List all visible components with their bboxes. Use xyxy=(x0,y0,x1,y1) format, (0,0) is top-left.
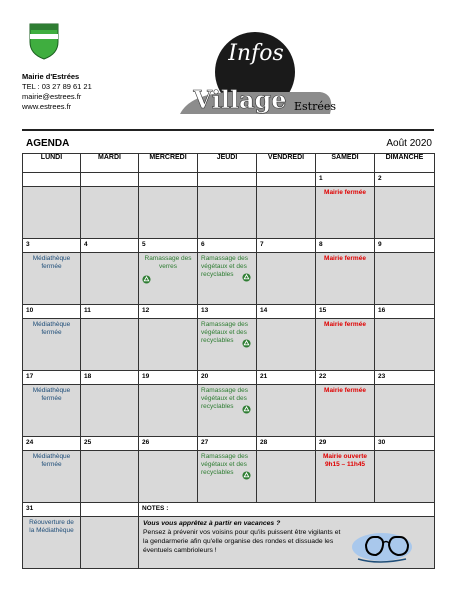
week-2-numbers xyxy=(23,239,435,253)
event-mediatheque-reopen: Réouverture de la Médiathèque xyxy=(29,519,74,534)
weekday-wednesday: MERCREDI xyxy=(139,154,198,173)
day-cell xyxy=(81,385,139,437)
day-number: 3 xyxy=(23,239,81,253)
day-cell xyxy=(257,385,316,437)
event-mairie: Mairie fermée xyxy=(324,255,366,262)
notes-title: Vous vous apprêtez à partir en vacances ? xyxy=(143,520,281,527)
recycle-icon xyxy=(242,273,251,282)
calendar-table xyxy=(22,153,435,569)
day-cell xyxy=(198,187,257,239)
day-number: 16 xyxy=(375,305,435,319)
weekday-thursday: JEUDI xyxy=(198,154,257,173)
day-cell xyxy=(198,451,257,503)
day-cell xyxy=(81,187,139,239)
day-cell xyxy=(23,319,81,371)
day-number: 22 xyxy=(316,371,375,385)
day-number: 12 xyxy=(139,305,198,319)
event-ramassage: Ramassage des végétaux et des recyclables xyxy=(201,321,248,344)
event-mediatheque: Médiathèque fermée xyxy=(32,321,71,336)
day-number: 25 xyxy=(81,437,139,451)
recycle-icon xyxy=(142,275,151,284)
day-number: 21 xyxy=(257,371,316,385)
event-mairie: Mairie fermée xyxy=(324,387,366,394)
mairie-name: Mairie d'Estrées xyxy=(22,72,80,81)
week-4-events xyxy=(23,385,435,437)
day-cell xyxy=(257,187,316,239)
event-mediatheque: Médiathèque fermée xyxy=(32,453,71,468)
week-1-numbers xyxy=(23,173,435,187)
day-number: 24 xyxy=(23,437,81,451)
week-5-numbers xyxy=(23,437,435,451)
day-number: 5 xyxy=(139,239,198,253)
day-cell xyxy=(316,187,375,239)
day-number: 27 xyxy=(198,437,257,451)
day-number: 29 xyxy=(316,437,375,451)
logo-village: Village xyxy=(193,85,287,114)
day-cell xyxy=(257,253,316,305)
event-mairie: Mairie fermée xyxy=(324,189,366,196)
weekday-sunday: DIMANCHE xyxy=(375,154,435,173)
header-divider xyxy=(22,129,434,131)
burglar-mask-icon xyxy=(348,525,426,565)
day-number: 6 xyxy=(198,239,257,253)
event-mairie: Mairie ouverte 9h15 – 11h45 xyxy=(322,453,368,468)
event-ramassage: Ramassage des végétaux et des recyclables xyxy=(201,453,248,476)
event-mairie: Mairie fermée xyxy=(324,321,366,328)
day-number: 2 xyxy=(375,173,435,187)
logo-estrees: Estrées xyxy=(293,100,337,113)
day-cell xyxy=(198,385,257,437)
coat-of-arms-icon xyxy=(28,22,60,60)
day-cell xyxy=(375,451,435,503)
day-cell xyxy=(23,385,81,437)
weekday-friday: VENDREDI xyxy=(257,154,316,173)
mairie-tel: TEL : 03 27 89 61 21 xyxy=(22,82,92,91)
day-number: 18 xyxy=(81,371,139,385)
day-cell xyxy=(23,187,81,239)
weekday-header-row xyxy=(23,154,435,173)
event-ramassage-verres: Ramassage des verres xyxy=(144,255,192,270)
day-cell xyxy=(81,253,139,305)
day-cell xyxy=(316,319,375,371)
agenda-month: Août 2020 xyxy=(386,138,432,149)
day-number xyxy=(257,173,316,187)
week-2-events xyxy=(23,253,435,305)
day-cell xyxy=(198,253,257,305)
logo-infos: Infos xyxy=(228,41,284,66)
day-cell xyxy=(375,385,435,437)
day-number: 9 xyxy=(375,239,435,253)
day-cell xyxy=(139,451,198,503)
recycle-icon xyxy=(242,471,251,480)
day-number xyxy=(23,173,81,187)
day-number: 13 xyxy=(198,305,257,319)
day-number: 26 xyxy=(139,437,198,451)
event-ramassage: Ramassage des végétaux et des recyclables xyxy=(201,255,248,278)
week-1-events xyxy=(23,187,435,239)
day-number xyxy=(139,173,198,187)
infos-village-logo xyxy=(170,26,340,126)
day-cell xyxy=(257,451,316,503)
day-number: 20 xyxy=(198,371,257,385)
event-ramassage: Ramassage des végétaux et des recyclables xyxy=(201,387,248,410)
day-number xyxy=(81,173,139,187)
day-cell xyxy=(139,187,198,239)
day-cell xyxy=(139,253,198,305)
day-number: 28 xyxy=(257,437,316,451)
recycle-icon xyxy=(242,405,251,414)
day-number: 1 xyxy=(316,173,375,187)
day-number: 23 xyxy=(375,371,435,385)
day-number: 8 xyxy=(316,239,375,253)
day-cell xyxy=(198,319,257,371)
mairie-email[interactable]: mairie@estrees.fr xyxy=(22,92,82,101)
day-cell xyxy=(257,319,316,371)
notes-text: Pensez à prévenir vos voisins pour qu'ils puissent être vigilants et la gendarmerie afin qu'elle organise des rondes et dissuade les éventuels cambrioleurs ! xyxy=(143,529,341,554)
mairie-web[interactable]: www.estrees.fr xyxy=(22,102,72,111)
header xyxy=(0,0,450,130)
day-cell xyxy=(316,451,375,503)
day-number: 30 xyxy=(375,437,435,451)
day-number: 10 xyxy=(23,305,81,319)
weekday-tuesday: MARDI xyxy=(81,154,139,173)
day-cell xyxy=(375,319,435,371)
mairie-contact xyxy=(22,72,92,112)
day-number: 4 xyxy=(81,239,139,253)
day-cell xyxy=(139,385,198,437)
event-mediatheque: Médiathèque fermée xyxy=(32,255,71,270)
week-3-events xyxy=(23,319,435,371)
event-mediatheque: Médiathèque fermée xyxy=(32,387,71,402)
week-5-events xyxy=(23,451,435,503)
day-number: 11 xyxy=(81,305,139,319)
day-cell xyxy=(375,253,435,305)
week-3-numbers xyxy=(23,305,435,319)
weekday-saturday: SAMEDI xyxy=(316,154,375,173)
notes-box xyxy=(139,517,435,569)
day-number: 14 xyxy=(257,305,316,319)
day-cell xyxy=(316,385,375,437)
day-cell xyxy=(81,451,139,503)
day-cell xyxy=(23,517,81,569)
day-number xyxy=(198,173,257,187)
week-4-numbers xyxy=(23,371,435,385)
day-cell xyxy=(375,187,435,239)
week-6-numbers xyxy=(23,503,435,517)
agenda-title: AGENDA xyxy=(26,138,70,149)
day-cell xyxy=(23,253,81,305)
weekday-monday: LUNDI xyxy=(23,154,81,173)
day-cell xyxy=(139,319,198,371)
day-number: 17 xyxy=(23,371,81,385)
day-number: 15 xyxy=(316,305,375,319)
day-cell xyxy=(316,253,375,305)
day-number: 7 xyxy=(257,239,316,253)
day-number: 19 xyxy=(139,371,198,385)
day-number: 31 xyxy=(23,503,81,517)
week-6-events xyxy=(23,517,435,569)
day-cell xyxy=(81,517,139,569)
recycle-icon xyxy=(242,339,251,348)
notes-label: NOTES : xyxy=(139,503,435,517)
day-cell xyxy=(23,451,81,503)
day-cell xyxy=(81,319,139,371)
day-number xyxy=(81,503,139,517)
